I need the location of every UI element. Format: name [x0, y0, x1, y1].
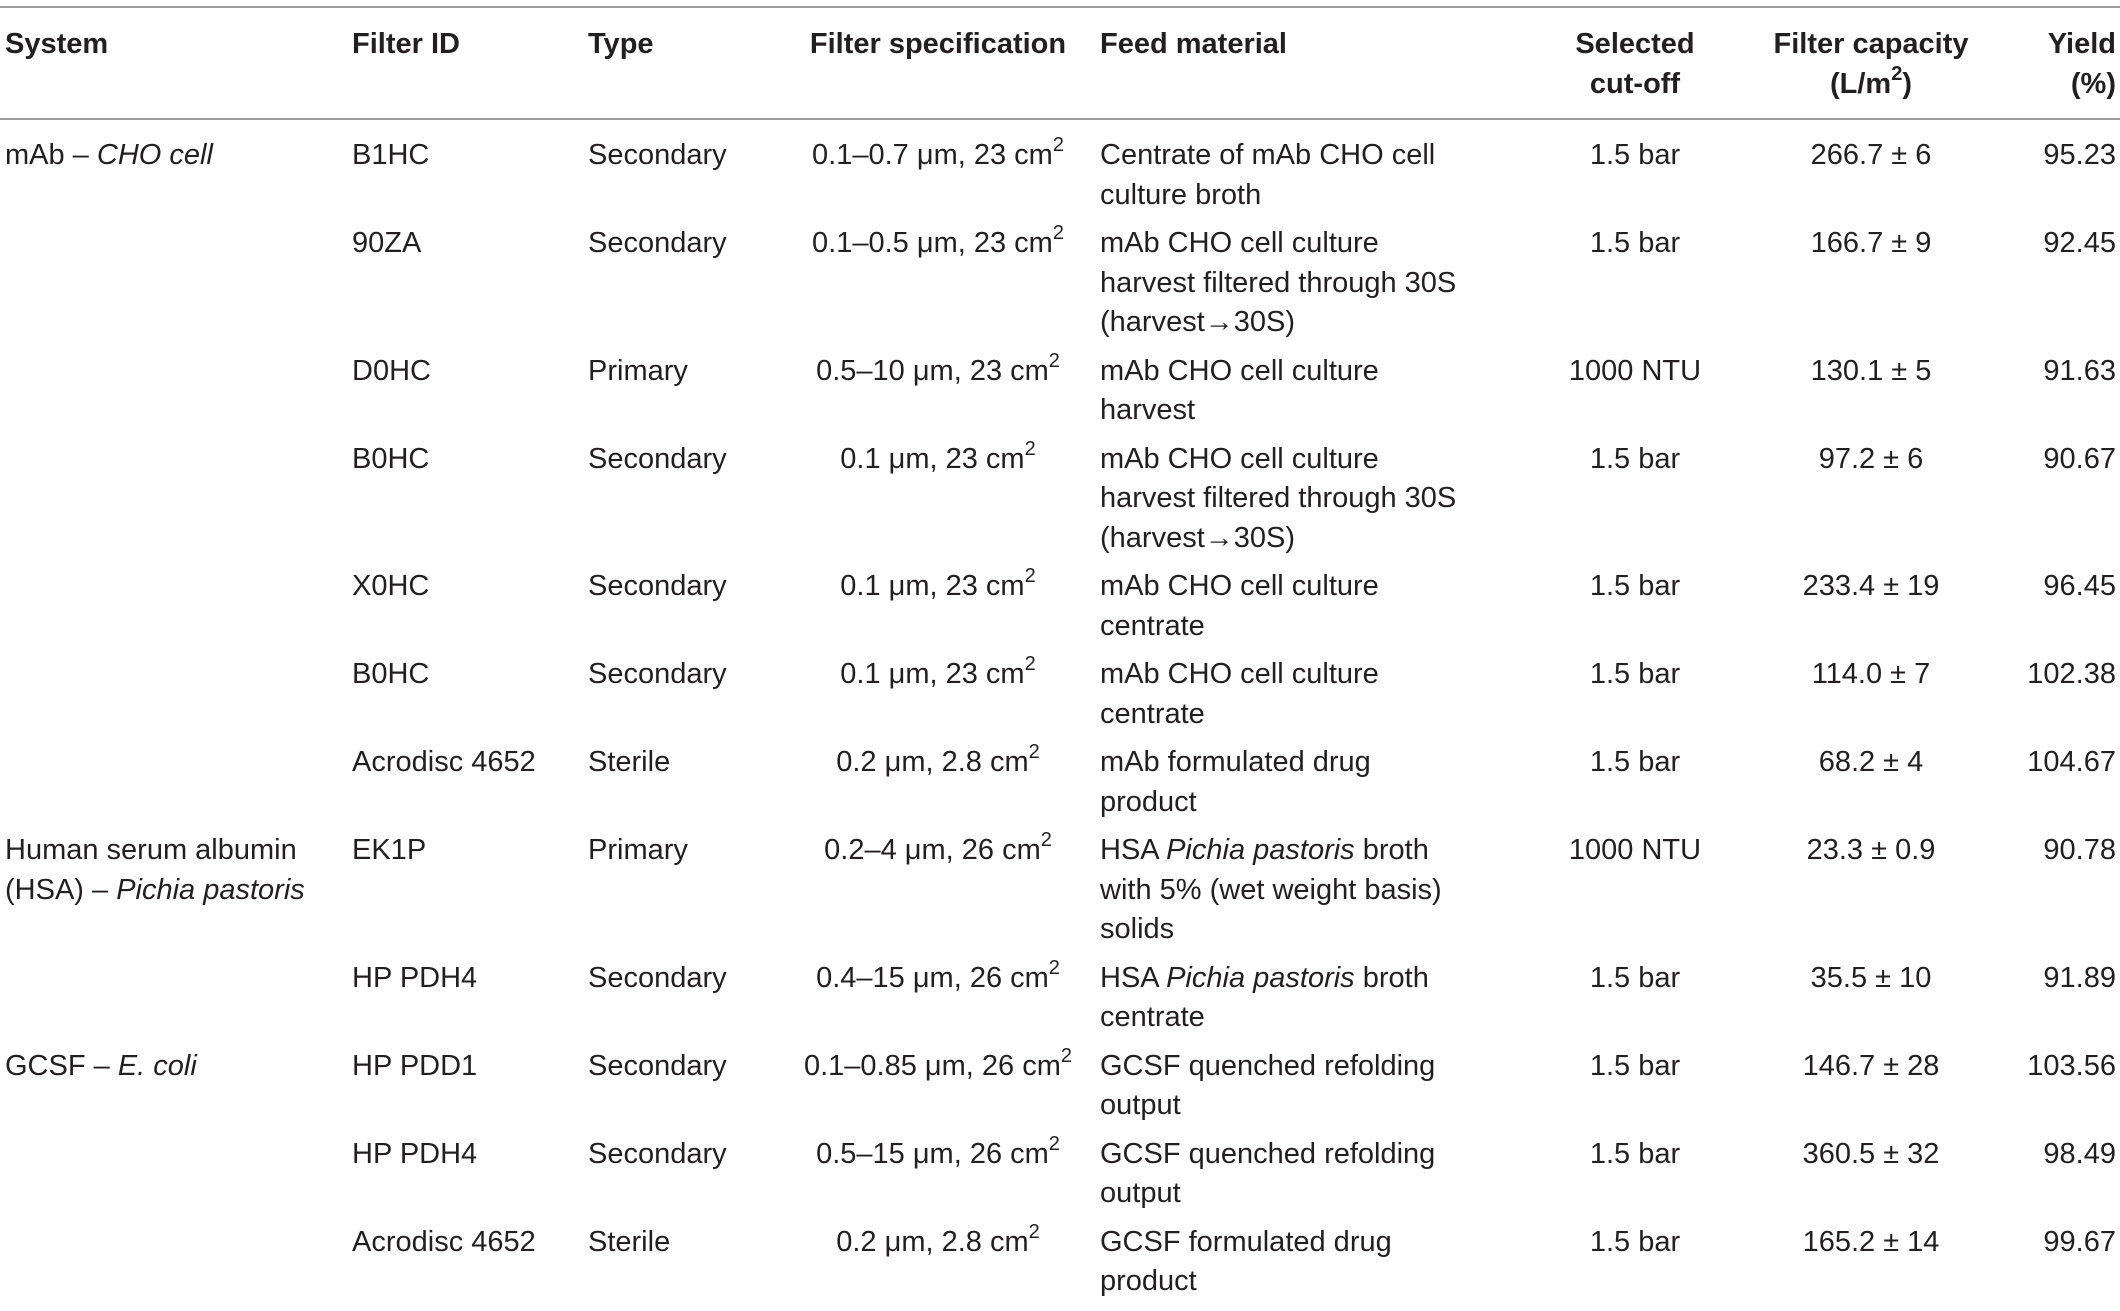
text-run: Human serum albumin: [5, 834, 297, 866]
spec-unit-superscript: 2: [1040, 829, 1052, 851]
feed-line: [1100, 352, 1522, 392]
feed-line: [1100, 831, 1522, 871]
cell-feed-material: [1096, 1047, 1526, 1135]
cell-type: Secondary: [588, 442, 727, 475]
feed-line: [1100, 303, 1522, 343]
text-run: culture broth: [1100, 178, 1262, 211]
spec-text: 0.2–4 μm, 26 cm: [824, 834, 1041, 866]
cell-filter-id: HP PDH4: [352, 1137, 478, 1170]
feed-line: [1100, 1223, 1522, 1263]
spec-unit-superscript: 2: [1048, 349, 1060, 372]
cell-selected-cutoff: 1.5 bar: [1589, 570, 1681, 602]
spec-text: 0.5–15 μm, 26 cm: [816, 1137, 1049, 1170]
cell-filter-id: D0HC: [352, 354, 431, 387]
cell-selected-cutoff: 1000 NTU: [1568, 354, 1702, 387]
cell-filter-id: Acrodisc 4652: [352, 1225, 536, 1258]
text-run: output: [1100, 1089, 1181, 1121]
text-run: HSA: [1100, 834, 1167, 866]
table-header: [0, 7, 2120, 119]
cell-filter-specification: [780, 743, 1096, 831]
spec-unit-superscript: 2: [1048, 1132, 1060, 1155]
cell-type: Secondary: [588, 227, 727, 259]
cell-system: [0, 743, 348, 831]
cell-filter-id: B1HC: [352, 139, 430, 171]
cell-feed-material: [1096, 224, 1526, 352]
cell-system: [0, 831, 348, 959]
spec-text: 0.2 μm, 2.8 cm: [836, 1225, 1029, 1258]
feed-line: [1100, 1174, 1522, 1214]
cell-type: Secondary: [588, 1049, 727, 1082]
spec-text: 0.1 μm, 23 cm: [840, 570, 1025, 602]
cell-filter-capacity: 23.3 ± 0.9: [1806, 834, 1936, 866]
cell-filter-specification: [780, 224, 1096, 352]
text-run: GCSF formulated drug: [1100, 1225, 1392, 1258]
header-selected-cutoff: [1526, 7, 1744, 119]
text-run: broth: [1354, 961, 1429, 994]
cell-feed-material: [1096, 655, 1526, 743]
text-run: broth: [1354, 834, 1429, 866]
spec-unit-superscript: 2: [1024, 653, 1036, 675]
feed-line: [1100, 567, 1522, 607]
text-run: centrate: [1100, 609, 1205, 642]
cell-system: [0, 567, 348, 655]
spec-unit-superscript: 2: [1052, 222, 1064, 244]
table-row: [0, 959, 2120, 1047]
table-row: [0, 743, 2120, 831]
table-row: [0, 224, 2120, 352]
cell-yield: 91.63: [2043, 354, 2116, 387]
text-run: mAb formulated drug: [1100, 746, 1371, 778]
cell-yield: 99.67: [2043, 1225, 2116, 1258]
text-run: mAb CHO cell culture: [1100, 442, 1379, 475]
cell-type: Sterile: [588, 1225, 671, 1258]
italic-text: Pichia pastoris: [1166, 834, 1355, 866]
cell-filter-capacity: 360.5 ± 32: [1802, 1137, 1940, 1170]
feed-line: [1100, 695, 1522, 735]
italic-text: Pichia pastoris: [1166, 961, 1355, 994]
spec-text: 0.5–10 μm, 23 cm: [816, 354, 1049, 387]
feed-line: [1100, 743, 1522, 783]
italic-text: Pichia pastoris: [116, 873, 305, 906]
text-run: GCSF quenched refolding: [1100, 1049, 1436, 1082]
cell-system: [0, 440, 348, 568]
cell-yield: 91.89: [2043, 961, 2116, 994]
cell-filter-specification: [780, 655, 1096, 743]
cell-filter-id: HP PDH4: [352, 961, 478, 994]
system-line: [5, 136, 344, 176]
cell-filter-specification: [780, 831, 1096, 959]
cell-filter-capacity: 35.5 ± 10: [1810, 961, 1932, 994]
cell-selected-cutoff: 1.5 bar: [1589, 658, 1681, 690]
cell-filter-id: HP PDD1: [352, 1049, 478, 1082]
cell-filter-capacity: 68.2 ± 4: [1818, 746, 1924, 778]
cell-type: Sterile: [588, 746, 671, 778]
spec-unit-superscript: 2: [1024, 437, 1036, 460]
table-row: [0, 119, 2120, 224]
feed-line: [1100, 783, 1522, 823]
feed-line: [1100, 224, 1522, 264]
header-cutoff-line2: cut-off: [1589, 67, 1681, 100]
spec-text: 0.1–0.7 μm, 23 cm: [812, 139, 1053, 171]
spec-text: 0.1–0.85 μm, 26 cm: [803, 1049, 1061, 1082]
cell-feed-material: [1096, 440, 1526, 568]
cell-filter-specification: [780, 1044, 1096, 1135]
cell-yield: 96.45: [2043, 570, 2116, 602]
cell-selected-cutoff: 1.5 bar: [1589, 1137, 1681, 1170]
text-run: mAb –: [5, 139, 97, 171]
cell-yield: 98.49: [2043, 1137, 2116, 1170]
table-row: [0, 1047, 2120, 1135]
cell-filter-specification: [780, 437, 1096, 568]
text-run: (harvest→30S): [1100, 521, 1296, 554]
cell-filter-capacity: 97.2 ± 6: [1818, 442, 1924, 475]
header-capacity-unit-sup: 2: [1891, 62, 1903, 85]
feed-line: [1100, 910, 1522, 950]
italic-text: CHO cell: [96, 139, 213, 171]
text-run: harvest filtered through 30S: [1100, 482, 1457, 514]
spec-text: 0.1 μm, 23 cm: [840, 442, 1025, 475]
feed-line: [1100, 959, 1522, 999]
cell-yield: 102.38: [2027, 658, 2116, 690]
cell-filter-id: 90ZA: [352, 227, 422, 259]
cell-system: [0, 1135, 348, 1223]
cell-filter-capacity: 114.0 ± 7: [1811, 658, 1931, 690]
text-run: HSA: [1100, 961, 1167, 994]
cell-filter-capacity: 233.4 ± 19: [1802, 570, 1940, 602]
table-row: [0, 352, 2120, 440]
spec-unit-superscript: 2: [1028, 741, 1040, 763]
feed-line: [1100, 1047, 1522, 1087]
cell-selected-cutoff: 1.5 bar: [1589, 139, 1681, 171]
table-row: [0, 567, 2120, 655]
spec-unit-superscript: 2: [1048, 956, 1060, 979]
cell-type: Secondary: [588, 139, 727, 171]
header-capacity-line1: Filter capacity: [1773, 28, 1969, 60]
cell-feed-material: [1096, 831, 1526, 959]
cell-selected-cutoff: 1.5 bar: [1589, 961, 1681, 994]
cell-yield: 104.67: [2027, 746, 2116, 778]
cell-filter-id: Acrodisc 4652: [352, 746, 536, 778]
header-yield: Yield (%): [2047, 28, 2116, 100]
table-row: [0, 831, 2120, 959]
text-run: harvest: [1100, 394, 1196, 426]
header-capacity-unit-close: ): [1902, 67, 1912, 100]
text-run: GCSF quenched refolding: [1100, 1137, 1436, 1170]
system-line: [5, 871, 344, 911]
header-filter-specification: Filter specification: [809, 28, 1067, 60]
spec-unit-superscript: 2: [1028, 1220, 1040, 1243]
filter-capacity-table: [0, 6, 2120, 1311]
cell-type: Secondary: [588, 570, 727, 602]
header-type: Type: [588, 28, 654, 60]
cell-filter-specification: [780, 349, 1096, 440]
feed-line: [1100, 655, 1522, 695]
feed-line: [1100, 871, 1522, 911]
cell-system: [0, 1223, 348, 1311]
header-capacity-unit: (L/m: [1829, 67, 1892, 100]
spec-text: 0.1–0.5 μm, 23 cm: [812, 227, 1053, 259]
feed-line: [1100, 440, 1522, 480]
cell-filter-specification: [780, 567, 1096, 655]
spec-text: 0.4–15 μm, 26 cm: [816, 961, 1049, 994]
cell-filter-capacity: 146.7 ± 28: [1802, 1049, 1940, 1082]
cell-selected-cutoff: 1.5 bar: [1589, 227, 1681, 259]
text-run: mAb CHO cell culture: [1100, 354, 1379, 387]
cell-filter-specification: [780, 1132, 1096, 1223]
cell-type: Primary: [588, 354, 688, 387]
cell-feed-material: [1096, 743, 1526, 831]
cell-filter-specification: [780, 119, 1096, 224]
cell-type: Secondary: [588, 1137, 727, 1170]
cell-type: Primary: [588, 834, 688, 866]
feed-line: [1100, 391, 1522, 431]
cell-feed-material: [1096, 1223, 1526, 1311]
text-run: Centrate of mAb CHO cell: [1100, 139, 1436, 171]
cell-filter-capacity: 130.1 ± 5: [1810, 354, 1932, 387]
text-run: solids: [1100, 913, 1175, 945]
text-run: mAb CHO cell culture: [1100, 658, 1379, 690]
cell-selected-cutoff: 1000 NTU: [1568, 834, 1702, 866]
feed-line: [1100, 1262, 1522, 1302]
text-run: mAb CHO cell culture: [1100, 570, 1379, 602]
feed-line: [1100, 998, 1522, 1038]
header-filter-capacity: [1744, 7, 1998, 119]
text-run: (harvest→30S): [1100, 306, 1296, 338]
cell-filter-specification: [780, 956, 1096, 1047]
cell-selected-cutoff: 1.5 bar: [1589, 746, 1681, 778]
cell-system: [0, 1047, 348, 1135]
feed-line: [1100, 1086, 1522, 1126]
text-run: with 5% (wet weight basis): [1100, 873, 1442, 906]
text-run: centrate: [1100, 697, 1205, 730]
cell-yield: 90.67: [2043, 442, 2116, 475]
cell-filter-id: B0HC: [352, 658, 430, 690]
cell-selected-cutoff: 1.5 bar: [1589, 442, 1681, 475]
spec-text: 0.1 μm, 23 cm: [840, 658, 1025, 690]
feed-line: [1100, 136, 1522, 176]
text-run: product: [1100, 785, 1197, 818]
table-row: [0, 1223, 2120, 1311]
cell-system: [0, 224, 348, 352]
cell-filter-capacity: 166.7 ± 9: [1810, 227, 1932, 259]
cell-filter-capacity: 266.7 ± 6: [1810, 139, 1932, 171]
feed-line: [1100, 607, 1522, 647]
cell-system: [0, 655, 348, 743]
spec-text: 0.2 μm, 2.8 cm: [836, 746, 1029, 778]
cell-filter-id: B0HC: [352, 442, 430, 475]
header-cutoff-line1: Selected: [1575, 28, 1695, 60]
cell-yield: 90.78: [2043, 834, 2116, 866]
text-run: harvest filtered through 30S: [1100, 266, 1457, 299]
cell-feed-material: [1096, 119, 1526, 224]
spec-unit-superscript: 2: [1052, 134, 1064, 156]
text-run: output: [1100, 1177, 1181, 1209]
spec-unit-superscript: 2: [1060, 1044, 1073, 1067]
table-row: [0, 440, 2120, 568]
system-line: [5, 831, 344, 871]
cell-yield: 103.56: [2027, 1049, 2116, 1082]
table-row: [0, 1135, 2120, 1223]
text-run: centrate: [1100, 1001, 1205, 1033]
cell-system: [0, 959, 348, 1047]
feed-line: [1100, 264, 1522, 304]
cell-feed-material: [1096, 959, 1526, 1047]
cell-system: [0, 119, 348, 224]
cell-yield: 95.23: [2043, 139, 2116, 171]
table-body: [0, 119, 2120, 1311]
cell-selected-cutoff: 1.5 bar: [1589, 1049, 1681, 1082]
feed-line: [1100, 519, 1522, 559]
header-capacity-line2: [1748, 62, 1994, 105]
cell-filter-capacity: 165.2 ± 14: [1802, 1225, 1940, 1258]
header-system: System: [5, 28, 109, 60]
system-line: [5, 1047, 344, 1087]
cell-feed-material: [1096, 567, 1526, 655]
cell-feed-material: [1096, 352, 1526, 440]
text-run: GCSF –: [5, 1049, 118, 1082]
italic-text: E. coli: [117, 1049, 197, 1082]
header-row: [0, 7, 2120, 119]
header-filter-id: Filter ID: [352, 28, 460, 60]
cell-yield: 92.45: [2043, 227, 2116, 259]
text-run: (HSA) –: [5, 873, 117, 906]
text-run: product: [1100, 1265, 1197, 1297]
spec-unit-superscript: 2: [1024, 565, 1036, 587]
header-feed-material: Feed material: [1100, 28, 1287, 60]
feed-line: [1100, 1135, 1522, 1175]
cell-feed-material: [1096, 1135, 1526, 1223]
feed-line: [1100, 176, 1522, 216]
cell-filter-id: EK1P: [352, 834, 427, 866]
cell-filter-id: X0HC: [352, 570, 430, 602]
text-run: mAb CHO cell culture: [1100, 227, 1379, 259]
cell-filter-specification: [780, 1220, 1096, 1311]
cell-type: Secondary: [588, 658, 727, 690]
cell-selected-cutoff: 1.5 bar: [1589, 1225, 1681, 1258]
cell-system: [0, 352, 348, 440]
cell-type: Secondary: [588, 961, 727, 994]
table-row: [0, 655, 2120, 743]
feed-line: [1100, 479, 1522, 519]
